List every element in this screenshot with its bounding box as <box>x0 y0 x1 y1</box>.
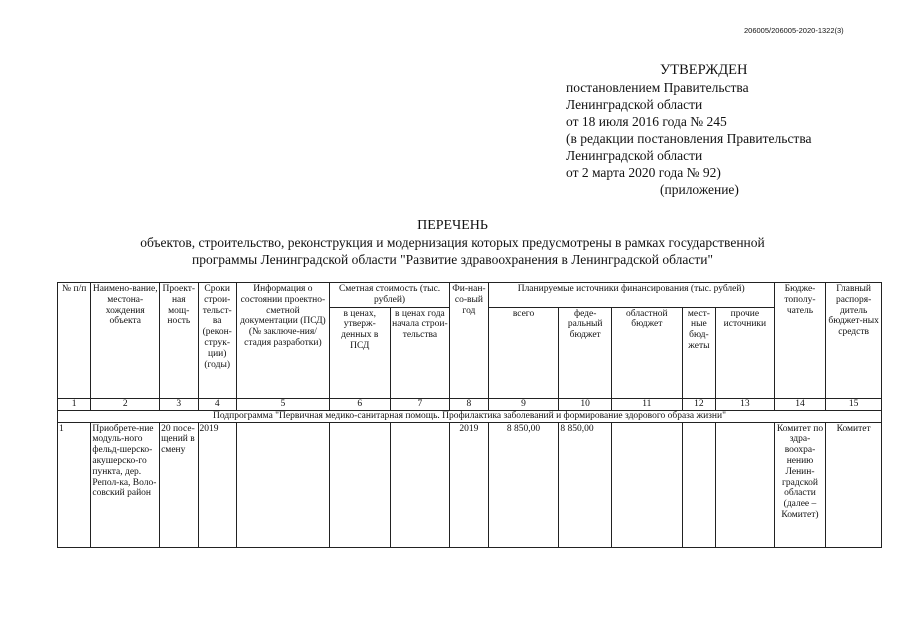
cell-local <box>682 422 715 547</box>
column-number: 7 <box>390 398 450 410</box>
cell-other <box>716 422 775 547</box>
column-number: 9 <box>488 398 559 410</box>
header-fin-year: Фи-нан-со-вый год <box>450 283 488 399</box>
header-total: всего <box>488 307 559 398</box>
subprogram-title: Подпрограмма "Первичная медико-санитарная помощь. Профилактика заболеваний и формирование здорового образа жизни" <box>58 410 882 422</box>
cell-psd <box>236 422 329 547</box>
column-number: 12 <box>682 398 715 410</box>
header-cost-start: в ценах года начала строи-тельства <box>390 307 450 398</box>
cell-cost-psd <box>329 422 390 547</box>
subtitle-line: объектов, строительство, реконструкция и модернизация которых предусмотрены в рамках государственной <box>140 235 765 250</box>
approval-line: от 2 марта 2020 года № 92) <box>566 165 721 180</box>
approval-line: Ленинградской области <box>566 148 703 163</box>
approval-appendix: (приложение) <box>660 182 739 197</box>
approval-title: УТВЕРЖДЕН <box>660 62 748 78</box>
column-number: 5 <box>236 398 329 410</box>
header-recipient: Бюдже-тополу-чатель <box>774 283 826 399</box>
column-number: 2 <box>91 398 160 410</box>
cell-recipient: Комитет по здра-воохра-нению Ленин-градской области (далее – Комитет) <box>774 422 826 547</box>
header-local: мест-ные бюд-жеты <box>682 307 715 398</box>
column-number: 13 <box>716 398 775 410</box>
header-fin-group: Планируемые источники финансирования (тыс. рублей) <box>488 283 774 308</box>
header-years: Сроки строи-тельст-ва (рекон-струк-ции) (годы) <box>198 283 236 399</box>
column-number: 1 <box>58 398 91 410</box>
column-number: 8 <box>450 398 488 410</box>
header-capacity: Проект-ная мощ-ность <box>160 283 198 399</box>
header-cost-group: Сметная стоимость (тыс. рублей) <box>329 283 449 308</box>
column-number: 14 <box>774 398 826 410</box>
header-manager: Главный распоря-дитель бюджет-ных средств <box>826 283 882 399</box>
header-name: Наимено-вание, местона-хождения объекта <box>91 283 160 399</box>
header-num: № п/п <box>58 283 91 399</box>
document-title: ПЕРЕЧЕНЬ <box>417 218 488 233</box>
cell-capacity: 20 посе-щений в смену <box>160 422 198 547</box>
cell-years: 2019 <box>198 422 236 547</box>
header-other: прочие источники <box>716 307 775 398</box>
document-id: 206005/206005-2020-1322(3) <box>744 26 844 35</box>
approval-line: от 18 июля 2016 года № 245 <box>566 114 727 129</box>
column-number: 10 <box>559 398 612 410</box>
column-number: 4 <box>198 398 236 410</box>
cell-name: Приобрете-ние модуль-ного фельд-шерско-акушерско-го пункта, дер. Репол-ка, Воло-совский район <box>91 422 160 547</box>
subtitle-line: программы Ленинградской области "Развитие здравоохранения в Ленинградской области" <box>192 252 713 267</box>
cell-federal: 8 850,00 <box>559 422 612 547</box>
document-subtitle <box>0 234 905 268</box>
column-number-row <box>58 398 882 410</box>
cell-num: 1 <box>58 422 91 547</box>
approval-stamp <box>566 62 812 198</box>
cell-fin-year: 2019 <box>450 422 488 547</box>
approval-line: Ленинградской области <box>566 97 703 112</box>
approval-line: постановлением Правительства <box>566 80 749 95</box>
header-psd: Информация о состоянии проектно-сметной документации (ПСД) (№ заключе-ния/стадия разработки) <box>236 283 329 399</box>
column-number: 11 <box>611 398 682 410</box>
header-row <box>58 283 882 308</box>
cell-regional <box>611 422 682 547</box>
header-cost-psd: в ценах, утверж-денных в ПСД <box>329 307 390 398</box>
column-number: 6 <box>329 398 390 410</box>
cell-manager: Комитет <box>826 422 882 547</box>
column-number: 15 <box>826 398 882 410</box>
approval-line: (в редакции постановления Правительства <box>566 131 812 146</box>
header-regional: областной бюджет <box>611 307 682 398</box>
table-row <box>58 422 882 547</box>
objects-table <box>57 282 882 548</box>
cell-cost-start <box>390 422 450 547</box>
column-number: 3 <box>160 398 198 410</box>
subprogram-row <box>58 410 882 422</box>
cell-total: 8 850,00 <box>488 422 559 547</box>
header-federal: феде-ральный бюджет <box>559 307 612 398</box>
